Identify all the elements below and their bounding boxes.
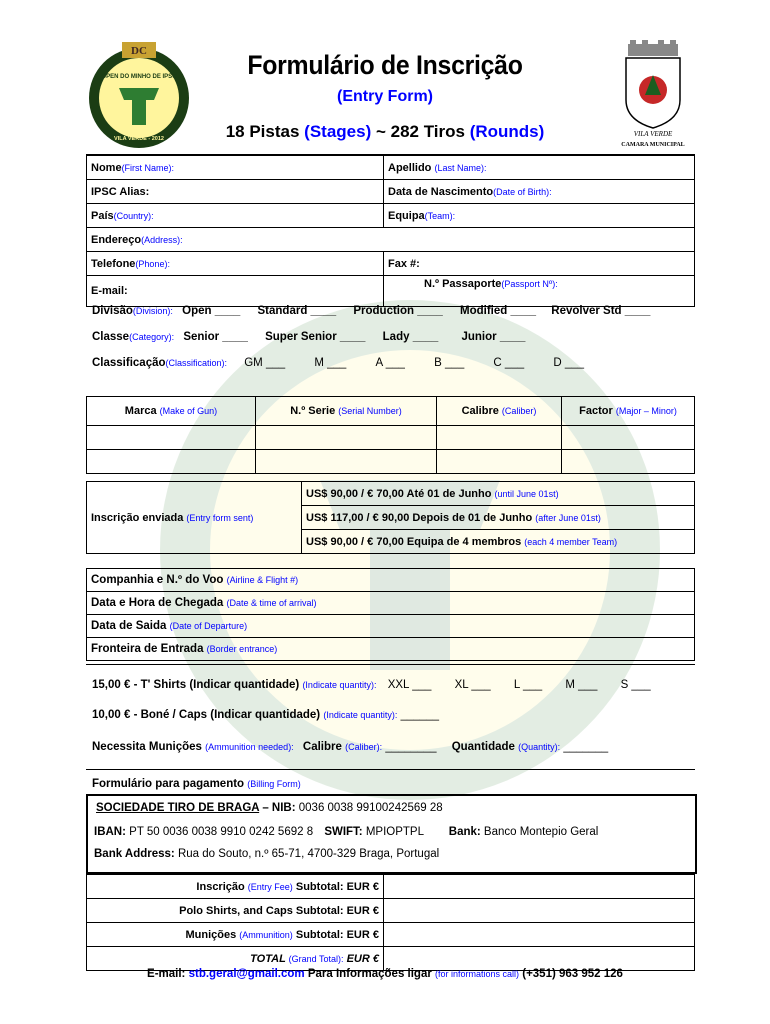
phone-field[interactable]: Telefone(Phone): [87, 252, 384, 276]
grand-total-label: TOTAL (Grand Total): EUR € [87, 947, 384, 971]
form-title: Formulário de Inscrição [247, 50, 523, 80]
gun-make-cell[interactable] [87, 450, 256, 474]
category-row: Classe(Category): Senior ____ Super Senior ____ Lady ____ Junior ____ [92, 331, 526, 343]
category-super-senior[interactable]: Super Senior ____ [265, 331, 366, 343]
class-a[interactable]: A ___ [375, 357, 405, 369]
gun-row [87, 450, 695, 474]
travel-table [86, 568, 695, 661]
fax-field[interactable]: Fax #: [384, 252, 695, 276]
fees-table [86, 481, 695, 554]
dob-field[interactable]: Data de Nascimento(Date of Birth): [384, 180, 695, 204]
bank-details-box [86, 794, 697, 874]
division-revolver[interactable]: Revolver Std ____ [551, 305, 651, 317]
class-gm[interactable]: GM ___ [244, 357, 286, 369]
gun-table [86, 396, 695, 474]
entry-subtotal-label: Inscrição (Entry Fee) Subtotal: EUR € [87, 875, 384, 899]
category-lady[interactable]: Lady ____ [382, 331, 439, 343]
class-b[interactable]: B ___ [434, 357, 465, 369]
fee-option-late[interactable]: US$ 117,00 / € 90,00 Depois de 01 de Junho (after June 01st) [302, 506, 695, 530]
personal-info-table [86, 154, 695, 307]
entry-sent-label: Inscrição enviada (Entry form sent) [87, 482, 302, 554]
ammo-subtotal-label: Munições (Ammunition) Subtotal: EUR € [87, 923, 384, 947]
iban-line: IBAN: PT 50 0036 0038 9910 0242 5692 8 SWIFT: MPIOPTPL Bank: Banco Montepio Geral [94, 826, 599, 838]
stages-pt: 18 Pistas [225, 122, 305, 141]
fee-option-early[interactable]: US$ 90,00 / € 70,00 Até 01 de Junho (until June 01st) [302, 482, 695, 506]
gun-header-factor: Factor (Major – Minor) [562, 397, 695, 426]
category-junior[interactable]: Junior ____ [461, 331, 526, 343]
fee-option-team[interactable]: US$ 90,00 / € 70,00 Equipa de 4 membros (each 4 member Team) [302, 530, 695, 554]
billing-heading: Formulário para pagamento (Billing Form) [92, 778, 301, 790]
class-c[interactable]: C ___ [493, 357, 525, 369]
category-senior[interactable]: Senior ____ [183, 331, 248, 343]
address-field[interactable]: Endereço(Address): [87, 228, 695, 252]
airline-field[interactable]: Companhia e N.º do Voo (Airline & Flight #) [87, 569, 695, 592]
ammo-row[interactable]: Necessita Munições (Ammunition needed): Calibre (Caliber): ________ Quantidade (Quantity): _______ [92, 741, 609, 753]
gun-factor-cell[interactable] [562, 426, 695, 450]
rounds-pt: ~ 282 Tiros [371, 122, 470, 141]
stages-en: (Stages) [304, 122, 372, 141]
bank-address-line: Bank Address: Rua do Souto, n.º 65-71, 4700-329 Braga, Portugal [94, 848, 440, 860]
gun-factor-cell[interactable] [562, 450, 695, 474]
rounds-en: (Rounds) [469, 122, 545, 141]
division-standard[interactable]: Standard ____ [257, 305, 337, 317]
totals-table [86, 874, 695, 971]
shirts-subtotal-label: Polo Shirts, and Caps Subtotal: EUR € [87, 899, 384, 923]
division-row: Divisão(Division): Open ____ Standard ____ Production ____ Modified ____ Revolver Std ____ [92, 305, 651, 317]
class-d[interactable]: D ___ [553, 357, 584, 369]
gun-header-make: Marca (Make of Gun) [87, 397, 256, 426]
email-field[interactable]: E-mail: [87, 276, 384, 307]
logo-open-text: OPEN DO MINHO DE IPSC [101, 74, 177, 80]
form-subtitle: (Entry Form) [337, 88, 433, 105]
country-field[interactable]: País(Country): [87, 204, 384, 228]
division-modified[interactable]: Modified ____ [460, 305, 537, 317]
entry-subtotal-value[interactable] [384, 875, 695, 899]
passport-field[interactable]: N.º Passaporte(Passport Nº): [384, 276, 695, 307]
gun-caliber-cell[interactable] [437, 450, 562, 474]
tshirts-row[interactable]: 15,00 € - T' Shirts (Indicar quantidade) (Indicate quantity): XXL ___ XL ___ L ___ M ___ S ___ [92, 679, 651, 691]
gun-caliber-cell[interactable] [437, 426, 562, 450]
gun-header-serial: N.º Serie (Serial Number) [256, 397, 437, 426]
classification-row: Classificação(Classification): GM ___ M ___ A ___ B ___ C ___ D ___ [92, 357, 584, 369]
class-m[interactable]: M ___ [314, 357, 347, 369]
gun-row [87, 426, 695, 450]
gun-header-caliber: Calibre (Caliber) [437, 397, 562, 426]
departure-field[interactable]: Data de Saida (Date of Departure) [87, 615, 695, 638]
contact-email-link[interactable]: stb.geral@gmail.com [188, 968, 305, 980]
crest-town-text: VILA VERDE [633, 130, 673, 138]
ammo-subtotal-value[interactable] [384, 923, 695, 947]
crest-council-text: CAMARA MUNICIPAL [621, 142, 685, 148]
division-production[interactable]: Production ____ [353, 305, 443, 317]
logo-year-text: VILA VERDE - 2012 [114, 136, 164, 142]
division-open[interactable]: Open ____ [182, 305, 241, 317]
extras-section [86, 664, 695, 770]
logo-dc-text: DC [131, 45, 147, 57]
caps-row[interactable]: 10,00 € - Boné / Caps (Indicar quantidade) (Indicate quantity): ______ [92, 709, 439, 721]
contact-footer: E-mail: stb.geral@gmail.com Para Informações ligar (for informations call) (+351) 963 952 126 [147, 968, 623, 980]
first-name-field[interactable]: Nome(First Name): [87, 155, 384, 180]
arrival-field[interactable]: Data e Hora de Chegada (Date & time of arrival) [87, 592, 695, 615]
stages-line [0, 122, 770, 142]
gun-make-cell[interactable] [87, 426, 256, 450]
ipsc-alias-field[interactable]: IPSC Alias: [87, 180, 384, 204]
shirts-subtotal-value[interactable] [384, 899, 695, 923]
nib-line: SOCIEDADE TIRO DE BRAGA – NIB: 0036 0038 99100242569 28 [96, 802, 443, 814]
grand-total-value[interactable] [384, 947, 695, 971]
last-name-field[interactable]: Apellido (Last Name): [384, 155, 695, 180]
team-field[interactable]: Equipa(Team): [384, 204, 695, 228]
gun-serial-cell[interactable] [256, 426, 437, 450]
border-field[interactable]: Fronteira de Entrada (Border entrance) [87, 638, 695, 661]
gun-serial-cell[interactable] [256, 450, 437, 474]
